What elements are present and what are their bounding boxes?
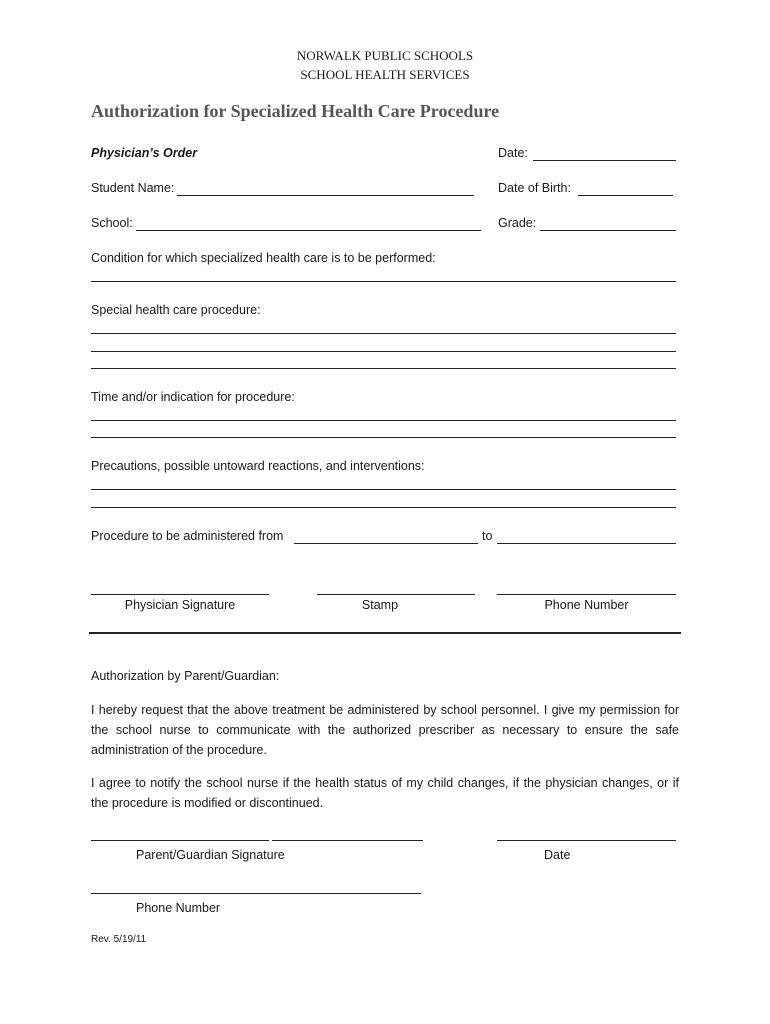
time-indication-field-line[interactable] <box>91 420 676 421</box>
parent-request-paragraph: I hereby request that the above treatment be administered by school personnel. I give my permission for the school nurse to communicate with the authorized prescriber as necessary to ensure the safe administration of the procedure. <box>91 703 679 757</box>
to-label: to <box>482 529 493 543</box>
precautions-field-line[interactable] <box>91 489 676 490</box>
precautions-field-line[interactable] <box>91 507 676 508</box>
parent-signature-field-extension[interactable] <box>272 840 423 841</box>
administered-to-field[interactable] <box>497 543 676 544</box>
date-field[interactable] <box>533 160 676 161</box>
section-divider <box>89 632 681 634</box>
parent-authorization-heading: Authorization by Parent/Guardian: <box>91 669 280 683</box>
condition-label: Condition for which specialized health care is to be performed: <box>91 251 436 265</box>
parent-phone-field[interactable] <box>91 893 421 894</box>
administered-from-field[interactable] <box>294 543 478 544</box>
district-name: NORWALK PUBLIC SCHOOLS <box>296 48 474 63</box>
grade-field[interactable] <box>540 230 676 231</box>
parent-date-caption: Date <box>544 848 571 862</box>
dob-field[interactable] <box>578 195 673 196</box>
physician-order-heading: Physician’s Order <box>91 146 198 160</box>
physician-phone-field[interactable] <box>497 594 676 595</box>
physician-phone-caption: Phone Number <box>544 598 629 612</box>
administered-from-label: Procedure to be administered from <box>91 529 284 543</box>
procedure-field-line[interactable] <box>91 333 676 334</box>
grade-label: Grade: <box>498 216 537 230</box>
physician-signature-caption: Physician Signature <box>124 598 236 612</box>
stamp-caption: Stamp <box>361 598 399 612</box>
procedure-label: Special health care procedure: <box>91 303 261 317</box>
precautions-label: Precautions, possible untoward reactions, and interventions: <box>91 459 425 473</box>
parent-notify-paragraph: I agree to notify the school nurse if the health status of my child changes, if the physician changes, or if the procedure is modified or discontinued. <box>91 776 679 810</box>
physician-signature-field[interactable] <box>91 594 269 595</box>
school-field[interactable] <box>136 230 481 231</box>
time-indication-label: Time and/or indication for procedure: <box>91 390 295 404</box>
school-label: School: <box>91 216 133 230</box>
parent-date-field[interactable] <box>497 840 676 841</box>
student-name-field[interactable] <box>177 195 474 196</box>
revision-date: Rev. 5/19/11 <box>91 934 147 945</box>
parent-phone-caption: Phone Number <box>136 901 221 915</box>
dob-label: Date of Birth: <box>498 181 571 195</box>
time-indication-field-line[interactable] <box>91 437 676 438</box>
student-name-label: Student Name: <box>91 181 175 195</box>
form-title: Authorization for Specialized Health Care Procedure <box>91 101 500 121</box>
parent-signature-caption: Parent/Guardian Signature <box>136 848 285 862</box>
department-name: SCHOOL HEALTH SERVICES <box>300 67 470 82</box>
stamp-field[interactable] <box>317 594 475 595</box>
date-label: Date: <box>498 146 528 160</box>
condition-field-line[interactable] <box>91 281 676 282</box>
procedure-field-line[interactable] <box>91 368 676 369</box>
parent-signature-field[interactable] <box>91 840 269 841</box>
procedure-field-line[interactable] <box>91 351 676 352</box>
